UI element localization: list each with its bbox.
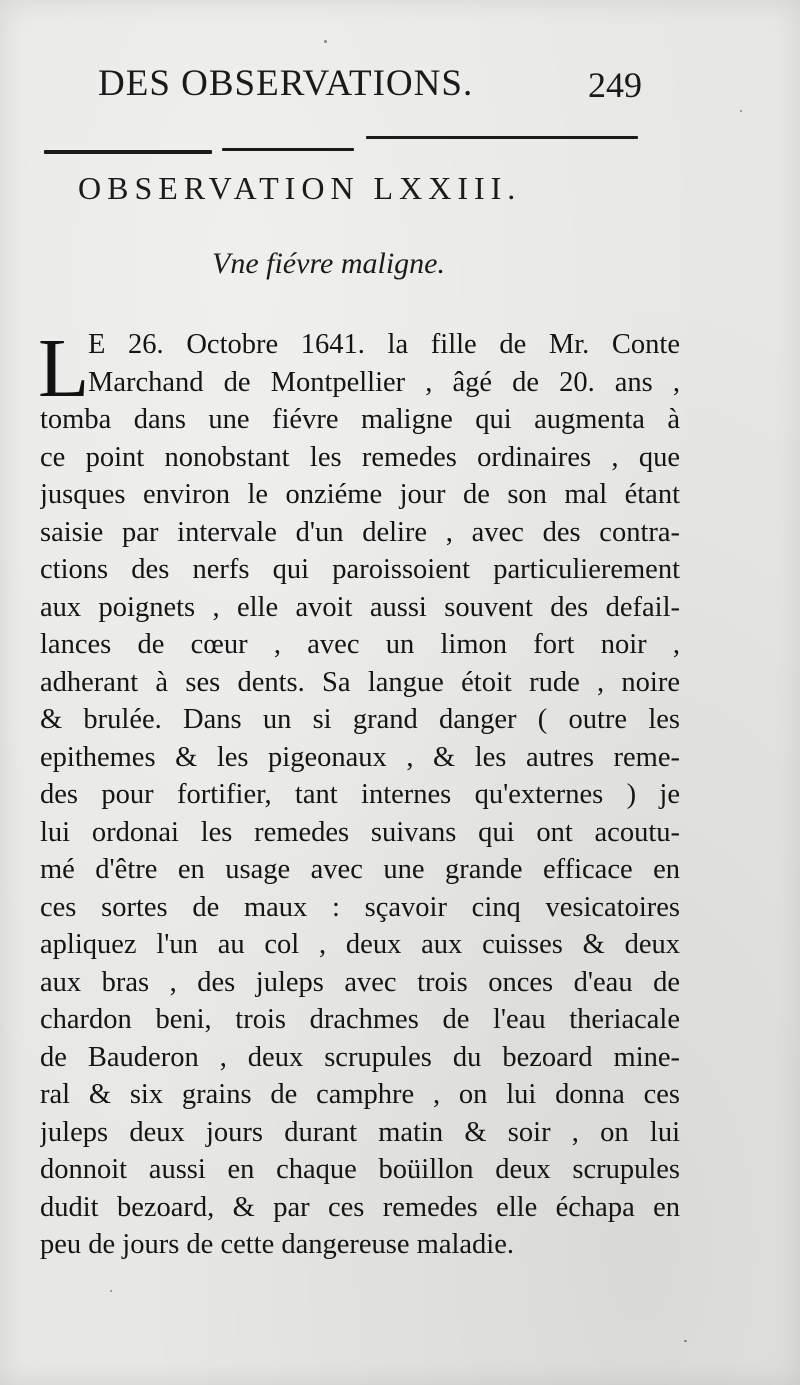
observation-subtitle: Vne fiévre maligne. (212, 247, 445, 280)
text-line: epithemes & les pigeonaux , & les autres reme- (40, 741, 680, 773)
running-head: DES OBSERVATIONS. (98, 63, 474, 104)
text-line: saisie par intervale d'un delire , avec des contra- (40, 516, 680, 548)
text-line: ctions des nerfs qui paroissoient particulierement (40, 554, 680, 585)
header-rule-left (44, 150, 212, 154)
text-line: des pour fortifier, tant internes qu'externes ) je (40, 779, 680, 810)
paper-speck (324, 40, 327, 43)
text-line: & brulée. Dans un si grand danger ( outre les (40, 704, 680, 735)
drop-cap: L (38, 322, 90, 415)
paper-speck (684, 1340, 687, 1342)
text-line: E 26. Octobre 1641. la fille de Mr. Conte (88, 329, 680, 360)
text-line: adherant à ses dents. Sa langue étoit rude , noire (40, 666, 680, 698)
header-rule-middle (222, 148, 354, 151)
text-line: ces sortes de maux : sçavoir cinq vesicatoires (40, 891, 680, 923)
paper-speck (740, 110, 742, 112)
header-rule-right (366, 136, 638, 139)
text-line: mé d'être en usage avec une grande efficace en (40, 854, 680, 885)
text-line: peu de jours de cette dangereuse maladie. (40, 1229, 514, 1260)
page-number: 249 (588, 65, 642, 105)
text-line: aux bras , des juleps avec trois onces d'eau de (40, 966, 680, 998)
text-line: lui ordonai les remedes suivans qui ont acoutu- (40, 816, 680, 848)
text-line: dudit bezoard, & par ces remedes elle échapa en (40, 1191, 680, 1223)
text-line: juleps deux jours durant matin & soir , on lui (40, 1116, 680, 1148)
text-line: tomba dans une fiévre maligne qui augmenta à (40, 404, 680, 435)
text-line: de Bauderon , deux scrupules du bezoard mine- (40, 1041, 680, 1073)
text-line: aux poignets , elle avoit aussi souvent des defail- (40, 591, 680, 623)
observation-body (38, 322, 680, 1264)
text-line: Marchand de Montpellier , âgé de 20. ans , (88, 366, 680, 398)
text-line: jusques environ le onziéme jour de son mal étant (40, 479, 680, 510)
text-line: ral & six grains de camphre , on lui donna ces (40, 1079, 680, 1110)
text-line: lances de cœur , avec un limon fort noir , (40, 629, 680, 660)
text-line: chardon beni, trois drachmes de l'eau theriacale (40, 1004, 680, 1035)
observation-title: OBSERVATION LXXIII. (78, 170, 522, 206)
text-line: apliquez l'un au col , deux aux cuisses & deux (40, 929, 680, 960)
text-line: ce point nonobstant les remedes ordinaires , que (40, 441, 680, 473)
paper-speck (110, 1290, 112, 1292)
text-line: donnoit aussi en chaque boüillon deux scrupules (40, 1154, 680, 1185)
